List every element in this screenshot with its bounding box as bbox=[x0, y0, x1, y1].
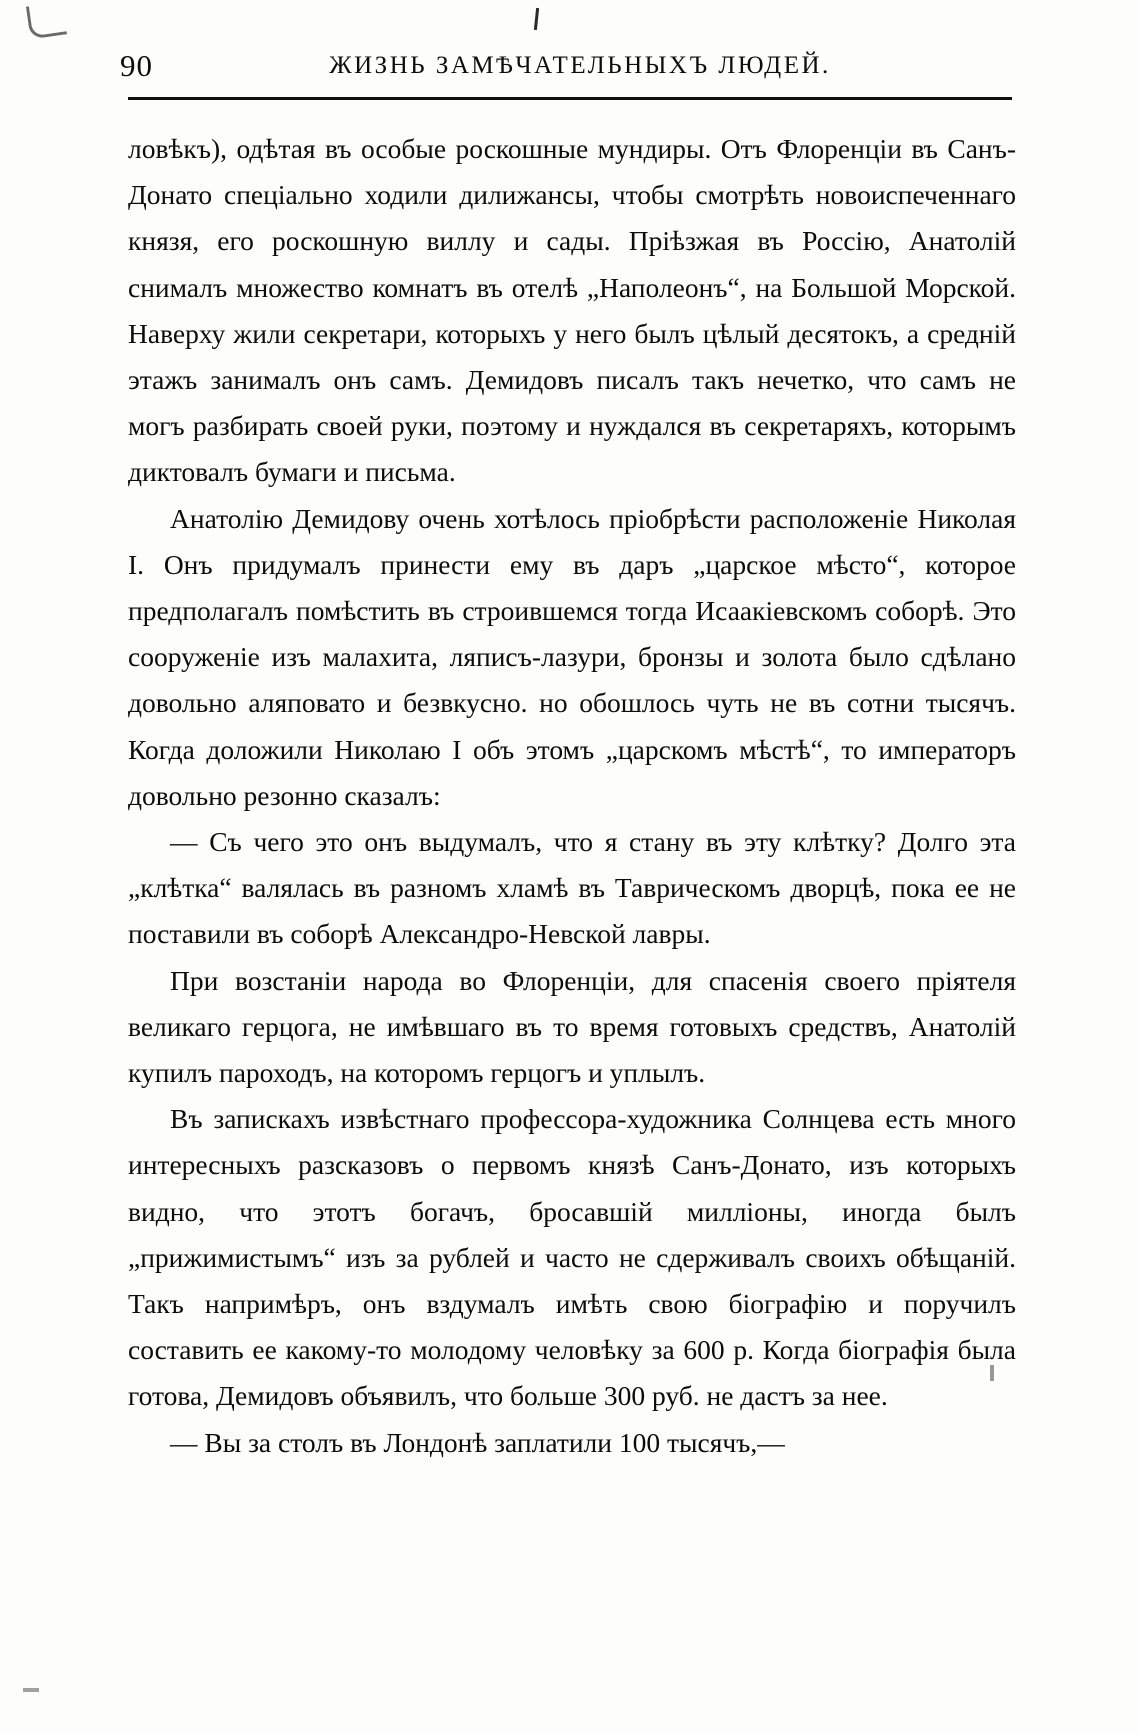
paragraph: — Съ чего это онъ выдумалъ, что я стану въ эту клѣтку? Долго эта „клѣтка“ валялась въ разномъ хламѣ въ Таврическомъ дворцѣ, пока ее не поставили въ соборѣ Александро-Невской лавры. bbox=[128, 826, 1016, 950]
paragraph: При возстаніи народа во Флоренціи, для спасенія своего пріятеля великаго герцога, не имѣвшаго въ то время готовыхъ средствъ, Анатолій купилъ пароходъ, на которомъ герцогъ и уплылъ. bbox=[128, 964, 1016, 1089]
paragraph: — Вы за столъ въ Лондонѣ заплатили 100 тысячъ,— bbox=[170, 1426, 785, 1458]
paragraph: Въ запискахъ извѣстнаго профессора-художника Солнцева есть много интересныхъ разсказовъ о первомъ князѣ Санъ-Донато, изъ которыхъ видно, что этотъ богачъ, бросавшій милліоны, иногда былъ „прижимистымъ“ изъ за рублей и часто не сдерживалъ своихъ обѣщаній. Такъ напримѣръ, онъ вздумалъ имѣть свою біографію и поручилъ составить ее какому-то молодому человѣку за 600 р. Когда біографія была готова, Демидовъ объявилъ, что больше 300 руб. не дастъ за нее. bbox=[128, 1103, 1016, 1412]
page-header bbox=[120, 48, 1020, 94]
scan-artifact-left-mark bbox=[26, 2, 67, 40]
scan-artifact-bottom-dot bbox=[23, 1688, 39, 1692]
paragraph: ловѣкъ), одѣтая въ особые роскошные мундиры. Отъ Флоренціи въ Санъ-Донато спеціально ходили дилижансы, чтобы смотрѣть новоиспеченнаго князя, его роскошную виллу и сады. Пріѣзжая въ Россію, Анатолій снималъ множество комнатъ въ отелѣ „Наполеонъ“, на Большой Морской. Наверху жили секретари, которыхъ у него былъ цѣлый десятокъ, а средній этажъ занималъ онъ самъ. Демидовъ писалъ такъ нечетко, что самъ не могъ разбирать своей руки, поэтому и нуждался въ секретаряхъ, которымъ диктовалъ бумаги и письма. bbox=[128, 133, 1016, 488]
running-title: ЖИЗНЬ ЗАМѢЧАТЕЛЬНЫХЪ ЛЮДЕЙ. bbox=[329, 52, 831, 79]
page-number: 90 bbox=[120, 48, 153, 83]
page-body bbox=[128, 126, 1016, 1466]
header-divider bbox=[128, 97, 1012, 100]
paragraph: Анатолію Демидову очень хотѣлось пріобрѣсти расположеніе Николая I. Онъ придумалъ принести ему въ даръ „царское мѣсто“, которое предполагалъ помѣстить въ строившемся тогда Исаакіевскомъ соборѣ. Это сооруженіе изъ малахита, ляписъ-лазури, бронзы и золота было сдѣлано довольно аляповато и безвкусно. но обошлось чуть не въ сотни тысячъ. Когда доложили Николаю I объ этомъ „царскомъ мѣстѣ“, то императоръ довольно резонно сказалъ: bbox=[128, 502, 1016, 811]
